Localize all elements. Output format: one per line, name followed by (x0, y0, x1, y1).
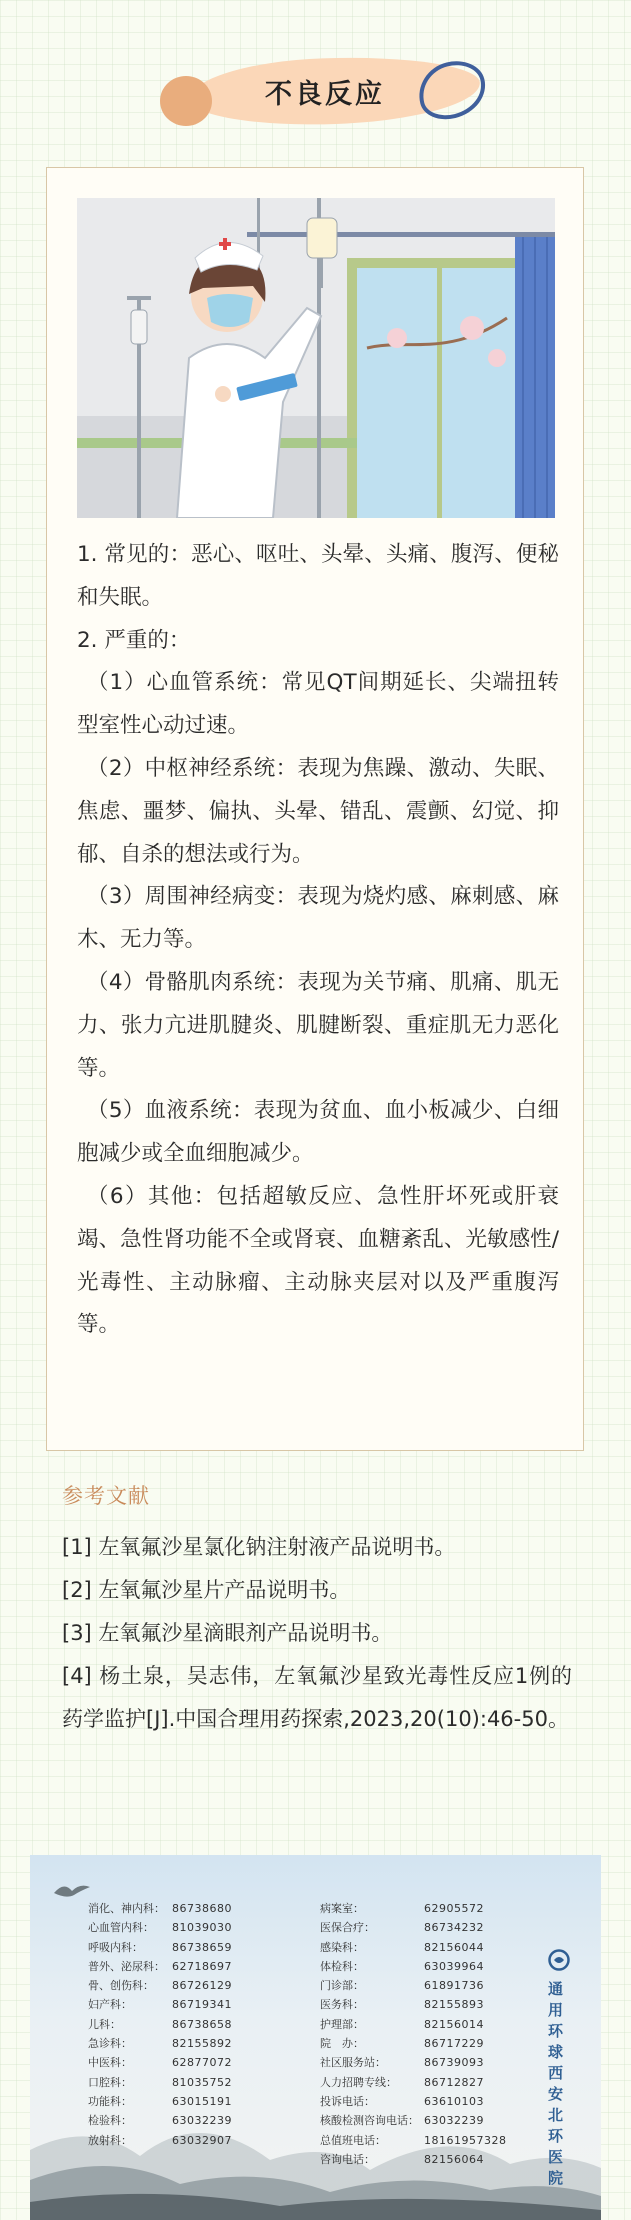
contact-label: 骨、创伤科： (88, 1979, 154, 1993)
contact-number: 82156044 (424, 1940, 484, 1954)
contact-number: 86726129 (172, 1979, 232, 1993)
contact-row (88, 1918, 232, 1937)
contact-row (320, 2092, 506, 2111)
crane-icon (52, 1879, 92, 1901)
contact-label: 心血管内科： (88, 1921, 154, 1935)
reference-item: [1] 左氧氟沙星氯化钠注射液产品说明书。 (62, 1535, 456, 1559)
contact-row (320, 2015, 506, 2034)
contact-label: 妇产科： (88, 1998, 132, 2012)
contact-number: 86719341 (172, 1998, 232, 2012)
contact-row (320, 2073, 506, 2092)
contact-row (88, 1938, 232, 1957)
hospital-logo-icon (548, 1949, 570, 1971)
contact-list-left (88, 1899, 232, 2150)
contact-number: 62718697 (172, 1959, 232, 1973)
contact-label: 体检科： (320, 1959, 364, 1973)
hospital-name-vertical: 通用环球西安北环医院 (548, 1980, 564, 2187)
contact-row (320, 1938, 506, 1957)
hospital-contact-footer (30, 1855, 601, 2220)
contact-number: 86738659 (172, 1940, 232, 1954)
contact-row (88, 1957, 232, 1976)
contact-number: 63032239 (424, 2114, 484, 2128)
contact-row (88, 1976, 232, 1995)
contact-label: 咨询电话： (320, 2152, 375, 2166)
references-title: 参考文献 (62, 1484, 150, 1508)
contact-label: 口腔科： (88, 2075, 132, 2089)
contact-label: 中医科： (88, 2056, 132, 2070)
contact-label: 消化、神内科： (88, 1902, 165, 1915)
contact-row (88, 2034, 232, 2053)
references-section (62, 1480, 572, 1741)
contact-number: 18161957328 (424, 2133, 507, 2147)
contact-number: 86739093 (424, 2056, 484, 2070)
contact-number: 63015191 (172, 2094, 232, 2108)
adverse-reactions-text (77, 534, 559, 1347)
contact-label: 呼吸内科： (88, 1940, 143, 1954)
contact-number: 86738658 (172, 2017, 232, 2031)
contact-label: 院 办： (320, 2037, 364, 2051)
contact-number: 81039030 (172, 1921, 232, 1935)
contact-row (88, 2092, 232, 2111)
contact-number: 63032239 (172, 2114, 232, 2128)
contact-number: 63039964 (424, 1959, 484, 1973)
text-paragraph: （3）周围神经病变：表现为烧灼感、麻刺感、麻木、无力等。 (77, 884, 559, 953)
contact-row (88, 2111, 232, 2130)
contact-row (320, 2150, 506, 2169)
nurse-illustration (77, 198, 555, 518)
contact-number: 61891736 (424, 1979, 484, 1993)
contact-label: 医保合疗： (320, 1921, 375, 1935)
content-card (46, 167, 584, 1451)
contact-row (88, 2053, 232, 2072)
section-title-banner (160, 50, 490, 136)
contact-row (88, 1899, 232, 1918)
text-paragraph: （1）心血管系统：常见QT间期延长、尖端扭转型室性心动过速。 (77, 670, 559, 739)
contact-row (320, 2053, 506, 2072)
text-paragraph: 2. 严重的： (77, 627, 191, 653)
text-paragraph: （4）骨骼肌肉系统：表现为关节痛、肌痛、肌无力、张力亢进肌腱炎、肌腱断裂、重症肌无力恶化等。 (77, 969, 559, 1081)
contact-number: 82155892 (172, 2037, 232, 2051)
text-paragraph: （2）中枢神经系统：表现为焦躁、激动、失眠、焦虑、噩梦、偏执、头晕、错乱、震颤、幻觉、抑郁、自杀的想法或行为。 (77, 755, 559, 867)
contact-label: 护理部： (320, 2017, 364, 2031)
text-paragraph: （6）其他：包括超敏反应、急性肝坏死或肝衰竭、急性肾功能不全或肾衰、血糖紊乱、光敏感性/光毒性、主动脉瘤、主动脉夹层对以及严重腹泻等。 (77, 1183, 559, 1338)
contact-row (88, 2073, 232, 2092)
contact-row (320, 2034, 506, 2053)
contact-number: 86738680 (172, 1902, 232, 1915)
contact-label: 普外、泌尿科： (88, 1959, 165, 1973)
contact-row (320, 1899, 506, 1918)
contact-number: 63610103 (424, 2094, 484, 2108)
contact-list-right (320, 1899, 506, 2169)
reference-item: [4] 杨土泉，吴志伟，左氧氟沙星致光毒性反应1例的药学监护[J].中国合理用药探索,2023,20(10):46-50。 (62, 1664, 572, 1731)
contact-number: 86712827 (424, 2075, 484, 2089)
contact-label: 投诉电话： (320, 2094, 375, 2108)
contact-label: 门诊部： (320, 1979, 364, 1993)
contact-number: 82155893 (424, 1998, 484, 2012)
contact-label: 人力招聘专线： (320, 2075, 397, 2089)
contact-label: 社区服务站： (320, 2056, 386, 2070)
contact-row (320, 2131, 506, 2150)
contact-number: 62877072 (172, 2056, 232, 2070)
contact-label: 核酸检测咨询电话： (320, 2114, 419, 2128)
contact-row (320, 1957, 506, 1976)
text-paragraph: （5）血液系统：表现为贫血、血小板减少、白细胞减少或全血细胞减少。 (77, 1098, 559, 1167)
contact-number: 81035752 (172, 2075, 232, 2089)
text-paragraph: 1. 常见的：恶心、呕吐、头晕、头痛、腹泻、便秘和失眠。 (77, 542, 559, 610)
reference-item: [2] 左氧氟沙星片产品说明书。 (62, 1578, 351, 1602)
contact-number: 82156064 (424, 2152, 484, 2166)
contact-label: 儿科： (88, 2017, 121, 2031)
contact-label: 检验科： (88, 2114, 132, 2128)
contact-row (320, 1918, 506, 1937)
contact-number: 63032907 (172, 2133, 232, 2147)
contact-label: 急诊科： (88, 2037, 132, 2051)
contact-row (320, 1976, 506, 1995)
contact-number: 86734232 (424, 1921, 484, 1935)
contact-label: 感染科： (320, 1940, 364, 1954)
contact-label: 医务科： (320, 1998, 364, 2012)
contact-label: 总值班电话： (320, 2133, 386, 2147)
section-title: 不良反应 (265, 79, 385, 110)
contact-number: 62905572 (424, 1902, 484, 1915)
contact-number: 82156014 (424, 2017, 484, 2031)
contact-row (88, 2131, 232, 2150)
contact-row (88, 2015, 232, 2034)
contact-number: 86717229 (424, 2037, 484, 2051)
reference-item: [3] 左氧氟沙星滴眼剂产品说明书。 (62, 1621, 393, 1645)
contact-row (320, 2111, 506, 2130)
contact-label: 功能科： (88, 2094, 132, 2108)
contact-row (88, 1995, 232, 2014)
contact-label: 病案室： (320, 1902, 364, 1915)
contact-label: 放射科： (88, 2133, 132, 2147)
contact-row (320, 1995, 506, 2014)
